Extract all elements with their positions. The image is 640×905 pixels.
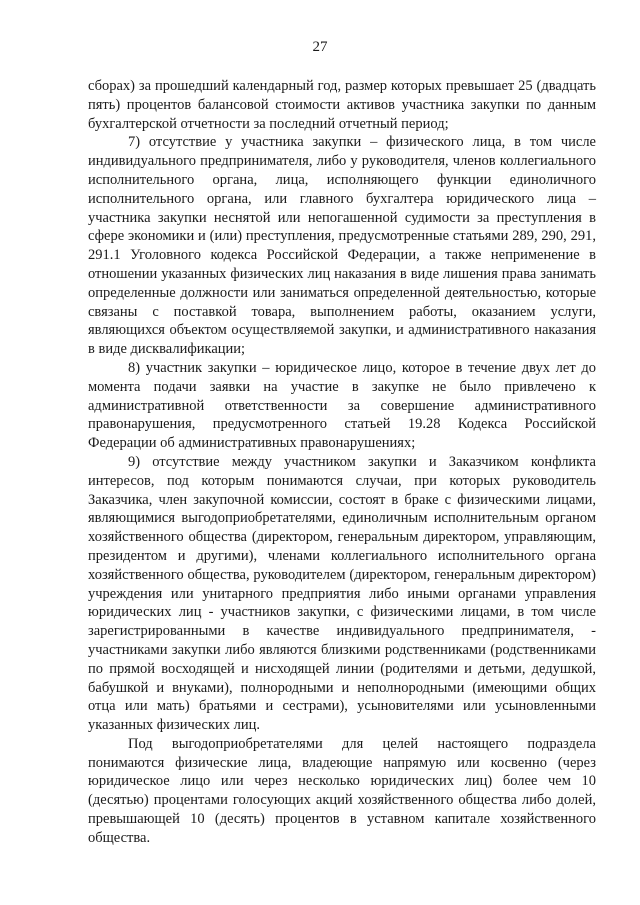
paragraph-item-9: 9) отсутствие между участником закупки и Заказчиком конфликта интересов, под которым понимаются случаи, при которых руководитель Заказчика, член закупочной комиссии, состоят в браке с физическими лицами, являющимися выгодоприобретателями, единоличным исполнительным органом хозяйственного общества (директором, генеральным директором, управляющим, президентом и другими), членами коллегиального исполнительного органа хозяйственного общества, руководителем (директором, генеральным директором) учреждения или унитарного предприятия либо иными органами управления юридических лиц - участников закупки, с физическими лицами, в том числе зарегистрированными в качестве индивидуального предпринимателя, - участниками закупки либо являются близкими родственниками (родственниками по прямой восходящей и нисходящей линии (родителями и детьми, дедушкой, бабушкой и внуками), полнородными и неполнородными (имеющими общих отца или мать) братьями и сестрами), усыновителями или усыновленными указанных физических лиц. [88,453,596,734]
paragraph-continuation: сборах) за прошедший календарный год, размер которых превышает 25 (двадцать пять) процентов балансовой стоимости активов участника закупки по данным бухгалтерской отчетности за последний отчетный период; [88,78,596,132]
page-number: 27 [312,39,328,55]
paragraph-beneficiaries-definition: Под выгодоприобретателями для целей настоящего подраздела понимаются физические лица, владеющие напрямую или косвенно (через юридическое лицо или через несколько юридических лиц) более чем 10 (десятью) процентами голосующих акций хозяйственного общества либо долей, превышающей 10 (десять) процентов в уставном капитале хозяйственного общества. [88,735,596,846]
document-body [88,77,596,848]
paragraph-item-7: 7) отсутствие у участника закупки – физического лица, в том числе индивидуального предпринимателя, либо у руководителя, членов коллегиального исполнительного органа, лица, исполняющего функции единоличного исполнительного органа, или главного бухгалтера юридического лица – участника закупки неснятой или непогашенной судимости за преступления в сфере экономики и (или) преступления, предусмотренные статьями 289, 290, 291, 291.1 Уголовного кодекса Российской Федерации, а также неприменение в отношении указанных физических лиц наказания в виде лишения права занимать определенные должности или заниматься определенной деятельностью, которые связаны с поставкой товара, выполнением работы, оказанием услуги, являющихся объектом осуществляемой закупки, и административного наказания в виде дисквалификации; [88,134,596,358]
paragraph-item-8: 8) участник закупки – юридическое лицо, которое в течение двух лет до момента подачи заявки на участие в закупке не было привлечено к административной ответственности за совершение административного правонарушения, предусмотренного статьей 19.28 Кодекса Российской Федерации об административных правонарушениях; [88,359,596,452]
